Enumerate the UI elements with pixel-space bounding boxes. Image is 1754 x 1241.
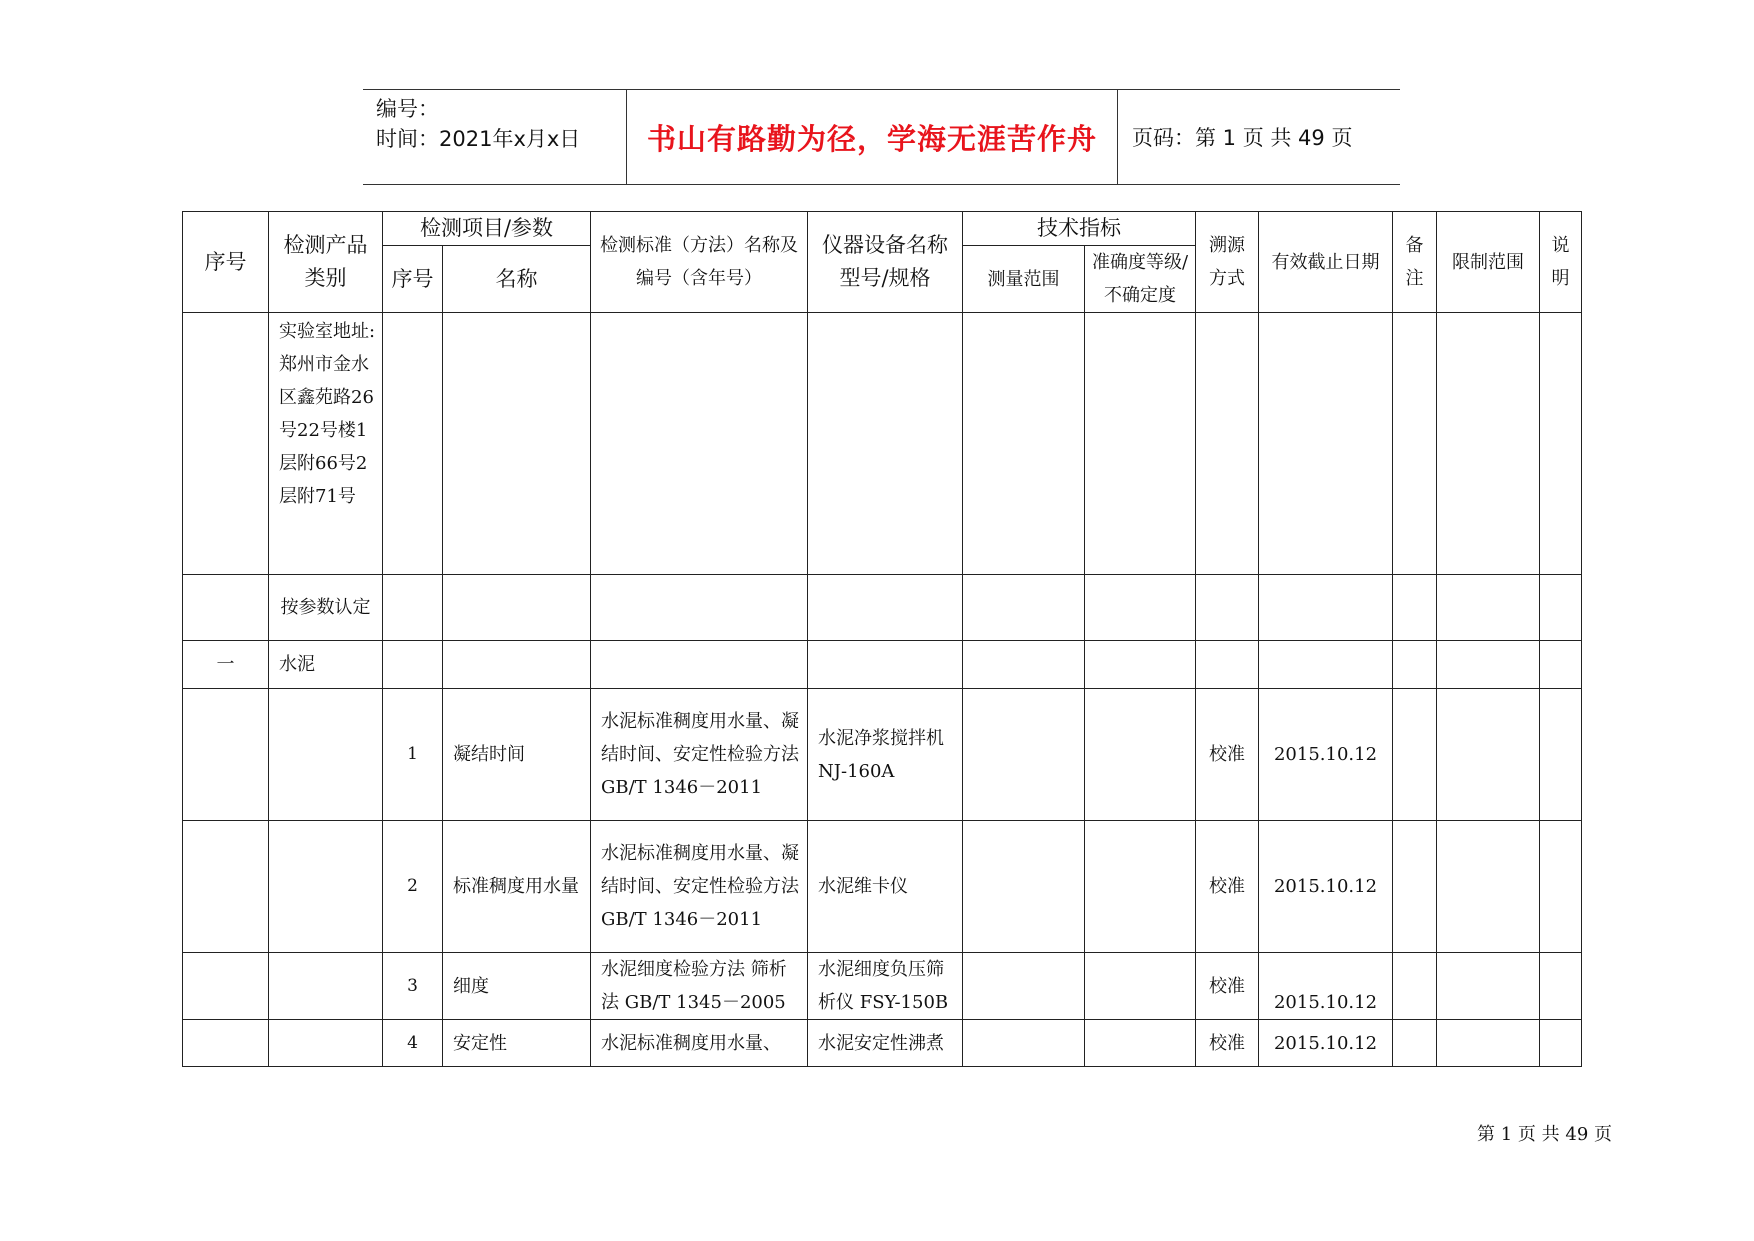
item-name: 凝结时间 [443, 689, 591, 821]
col-header-note: 说明 [1540, 212, 1582, 313]
col-header-item-name: 名称 [443, 246, 591, 313]
item-trace: 校准 [1196, 821, 1259, 953]
col-header-remark: 备注 [1393, 212, 1437, 313]
col-header-seq: 序号 [183, 212, 269, 313]
col-header-limit: 限制范围 [1437, 212, 1540, 313]
item-expiry: 2015.10.12 [1259, 821, 1393, 953]
item-instrument: 水泥维卡仪 [808, 821, 963, 953]
table-row [183, 821, 1582, 953]
item-standard: 水泥标准稠度用水量、凝结时间、安定性检验方法 GB/T 1346－2011 [591, 821, 808, 953]
item-name: 细度 [443, 953, 591, 1020]
item-instrument: 水泥细度负压筛析仪 FSY-150B [808, 953, 963, 1020]
item-instrument: 水泥安定性沸煮 [808, 1020, 963, 1067]
time-label: 时间：2021年x月x日 [376, 127, 581, 151]
col-header-expiry: 有效截止日期 [1259, 212, 1393, 313]
item-trace: 校准 [1196, 1020, 1259, 1067]
table-row [183, 953, 1582, 1020]
item-trace: 校准 [1196, 689, 1259, 821]
table-row [183, 689, 1582, 821]
item-standard: 水泥细度检验方法 筛析法 GB/T 1345－2005 [591, 953, 808, 1020]
col-header-accuracy: 准确度等级/不确定度 [1085, 246, 1196, 313]
section-row [183, 641, 1582, 689]
inspection-table [182, 211, 1582, 1067]
item-expiry: 2015.10.12 [1259, 953, 1393, 1020]
header-row-1 [183, 212, 1582, 246]
header-slogan: 书山有路勤为径，学海无涯苦作舟 [627, 90, 1118, 184]
table-row [183, 1020, 1582, 1067]
lab-address: 实验室地址:郑州市金水区鑫苑路26号22号楼1层附66号2层附71号 [269, 313, 383, 575]
section-seq: 一 [183, 641, 269, 689]
document-header [363, 89, 1400, 185]
item-standard: 水泥标准稠度用水量、凝结时间、安定性检验方法 GB/T 1346－2011 [591, 689, 808, 821]
item-expiry: 2015.10.12 [1259, 689, 1393, 821]
col-header-standard: 检测标准（方法）名称及编号（含年号） [591, 212, 808, 313]
col-header-item-seq: 序号 [383, 246, 443, 313]
address-row [183, 313, 1582, 575]
item-seq: 2 [383, 821, 443, 953]
item-seq: 1 [383, 689, 443, 821]
item-seq: 3 [383, 953, 443, 1020]
section-category: 水泥 [269, 641, 383, 689]
param-note: 按参数认定 [269, 575, 383, 641]
item-name: 标准稠度用水量 [443, 821, 591, 953]
number-label: 编号： [376, 97, 439, 121]
col-header-item-group: 检测项目/参数 [383, 212, 591, 246]
page-footer: 第 1 页 共 49 页 [1477, 1124, 1612, 1145]
item-name: 安定性 [443, 1020, 591, 1067]
item-seq: 4 [383, 1020, 443, 1067]
col-header-range: 测量范围 [963, 246, 1085, 313]
param-row [183, 575, 1582, 641]
item-instrument: 水泥净浆搅拌机 NJ-160A [808, 689, 963, 821]
item-trace: 校准 [1196, 953, 1259, 1020]
col-header-tech: 技术指标 [963, 212, 1196, 246]
item-standard: 水泥标准稠度用水量、 [591, 1020, 808, 1067]
col-header-instrument: 仪器设备名称型号/规格 [808, 212, 963, 313]
header-meta [363, 90, 627, 184]
col-header-trace: 溯源方式 [1196, 212, 1259, 313]
header-page-label: 页码：第 1 页 共 49 页 [1132, 126, 1353, 150]
item-expiry: 2015.10.12 [1259, 1020, 1393, 1067]
col-header-category: 检测产品类别 [269, 212, 383, 313]
